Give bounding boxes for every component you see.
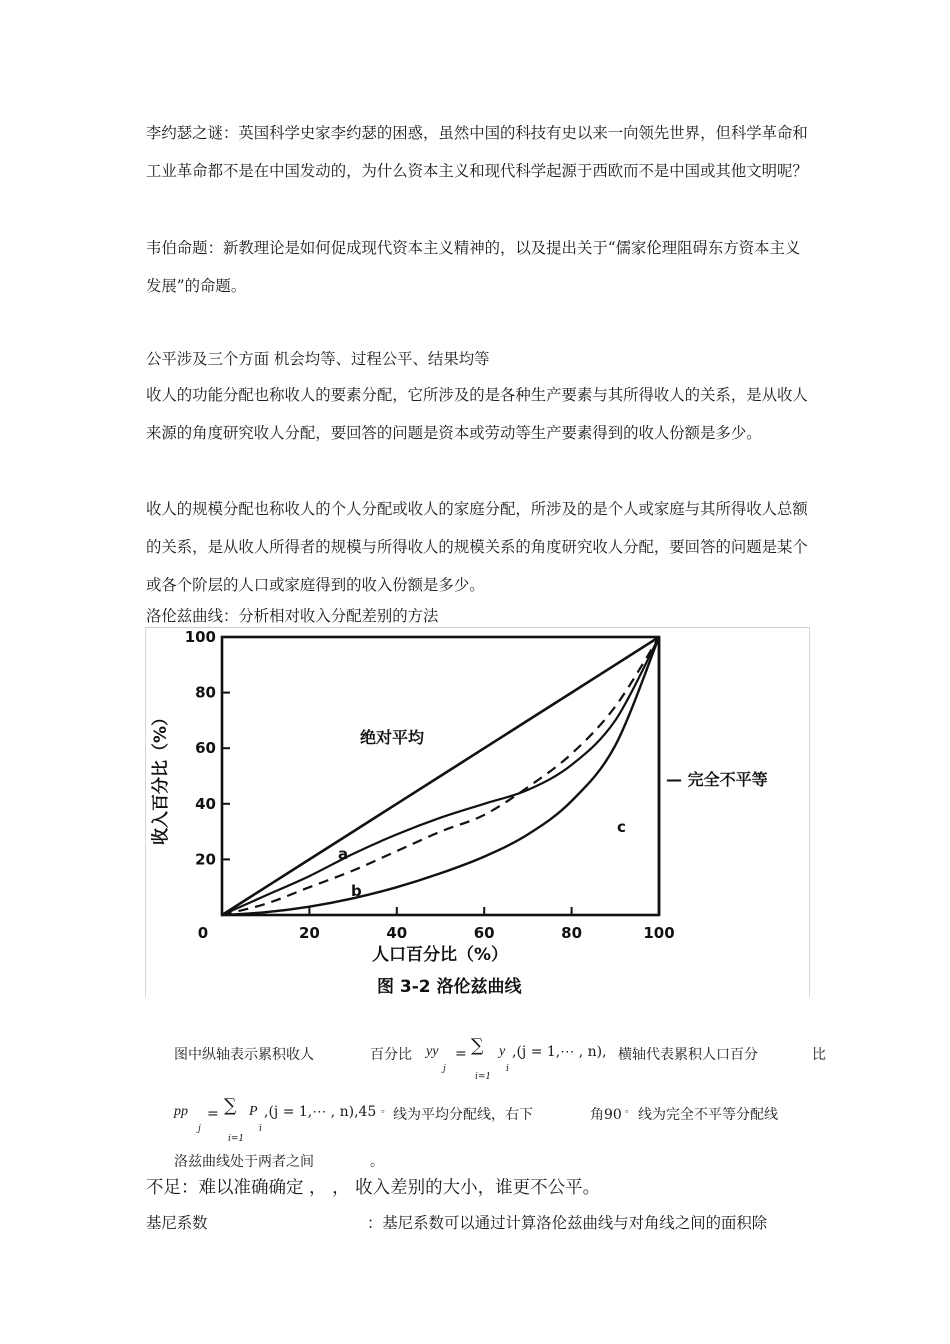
x-tick-label: 80: [561, 924, 583, 942]
formula-percent: 百分比: [370, 1047, 412, 1063]
x-tick-label: 60: [473, 924, 495, 942]
paragraph-functional-distribution: 收人的功能分配也称收人的要素分配，它所涉及的是各种生产要素与其所得收人的关系，是从收人来源的角度研究收人分配，要回答的问题是资本或劳动等生产要素得到的收人份额是多少。: [146, 386, 808, 442]
formula-sigma-1: ∑: [471, 1036, 484, 1056]
tick-label-origin: 0: [197, 924, 209, 942]
formula-sub-i-2: i: [259, 1124, 262, 1134]
formula-sub-i1-2: i=1: [228, 1134, 245, 1144]
formula-degree-mark-1: 。: [381, 1104, 391, 1115]
formula-range-1: ,(j = 1,⋯ , n),: [512, 1044, 607, 1060]
formula-range-2: ,(j = 1,⋯ , n),45: [264, 1104, 377, 1120]
y-tick-label: 100: [184, 628, 216, 646]
formula-sub-j-1: j: [443, 1064, 446, 1074]
figure-caption: 图 3-2 洛伦兹曲线: [377, 977, 522, 997]
curve-label-b: b: [351, 882, 362, 900]
formula-pp: pp: [174, 1104, 188, 1119]
y-tick-label: 80: [195, 683, 216, 702]
x-tick-label: 40: [386, 924, 408, 942]
x-tick-label: 100: [643, 924, 675, 942]
formula-sub-j-2: j: [198, 1124, 201, 1134]
paragraph-weber-thesis: 韦伯命题：新教理论是如何促成现代资本主义精神的，以及提出关于“儒家伦理阻碍东方资本主义发展”的命题。: [146, 239, 801, 295]
formula-prefix-1: 图中纵轴表示累积收人: [174, 1047, 314, 1063]
x-axis-label: 人口百分比（%）: [371, 945, 509, 965]
y-axis-label: 收入百分比（%）: [151, 708, 171, 846]
formula-sub-i-1: i: [506, 1064, 509, 1074]
curve-label-c: c: [617, 818, 626, 836]
formula-line-3-end: 。: [370, 1154, 384, 1170]
formula-yy: yy: [426, 1044, 439, 1059]
formula-sigma-2: ∑: [224, 1096, 237, 1116]
formula-line2-a: 线为平均分配线，右下: [393, 1107, 533, 1123]
x-tick-label: 20: [298, 924, 320, 942]
formula-eq-2: =: [207, 1106, 219, 1122]
paragraph-scale-distribution: 收人的规模分配也称收人的个人分配或收人的家庭分配，所涉及的是个人或家庭与其所得收人总额的关系，是从收人所得者的规模与所得收人的规模关系的角度研究收人分配，要回答的问题是某个或各个阶层的人口或家庭得到的收入份额是多少。: [146, 500, 808, 594]
formula-y: y: [499, 1044, 506, 1059]
formula-sub-i1-1: i=1: [475, 1072, 492, 1082]
paragraph-fairness: 公平涉及三个方面 机会均等、过程公平、结果均等: [146, 350, 490, 368]
chart-series: [222, 637, 659, 915]
formula-line2-b: 角90: [590, 1107, 622, 1123]
curve-label-a: a: [338, 845, 349, 863]
lorenz-chart: [145, 627, 810, 997]
y-tick-label: 40: [195, 794, 216, 813]
paragraph-deficiency: 不足：难以准确确定 ， ， 收入差别的大小，谁更不公平。: [146, 1178, 601, 1198]
formula-line2-c: 线为完全不平等分配线: [638, 1107, 778, 1123]
gini-definition: ：基尼系数可以通过计算洛伦兹曲线与对角线之间的面积除: [367, 1214, 768, 1232]
gini-title: 基尼系数: [146, 1214, 208, 1232]
formula-line-3: 洛兹曲线处于两者之间: [174, 1154, 314, 1170]
label-perfect-equality: 绝对平均: [360, 728, 425, 747]
formula-bi: 比: [812, 1047, 826, 1063]
y-tick-label: 20: [195, 850, 216, 869]
paragraph-lorenz-intro: 洛伦兹曲线：分析相对收入分配差别的方法: [146, 607, 439, 625]
paragraph-joseph-puzzle: 李约瑟之谜：英国科学史家李约瑟的困惑，虽然中国的科技有史以来一向领先世界，但科学革命和工业革命都不是在中国发动的，为什么资本主义和现代科学起源于西欧而不是中国或其他文明呢？: [146, 124, 808, 180]
x-axis-ticks: [299, 907, 675, 942]
y-tick-label: 60: [195, 739, 216, 758]
formula-line-1: [174, 1044, 314, 1064]
formula-P: P: [249, 1104, 258, 1119]
formula-eq-1: =: [455, 1046, 467, 1062]
label-perfect-inequality: — 完全不平等: [666, 770, 768, 789]
formula-suffix-1: 横轴代表累积人口百分: [618, 1047, 758, 1063]
formula-degree-mark-2: 。: [625, 1104, 635, 1115]
